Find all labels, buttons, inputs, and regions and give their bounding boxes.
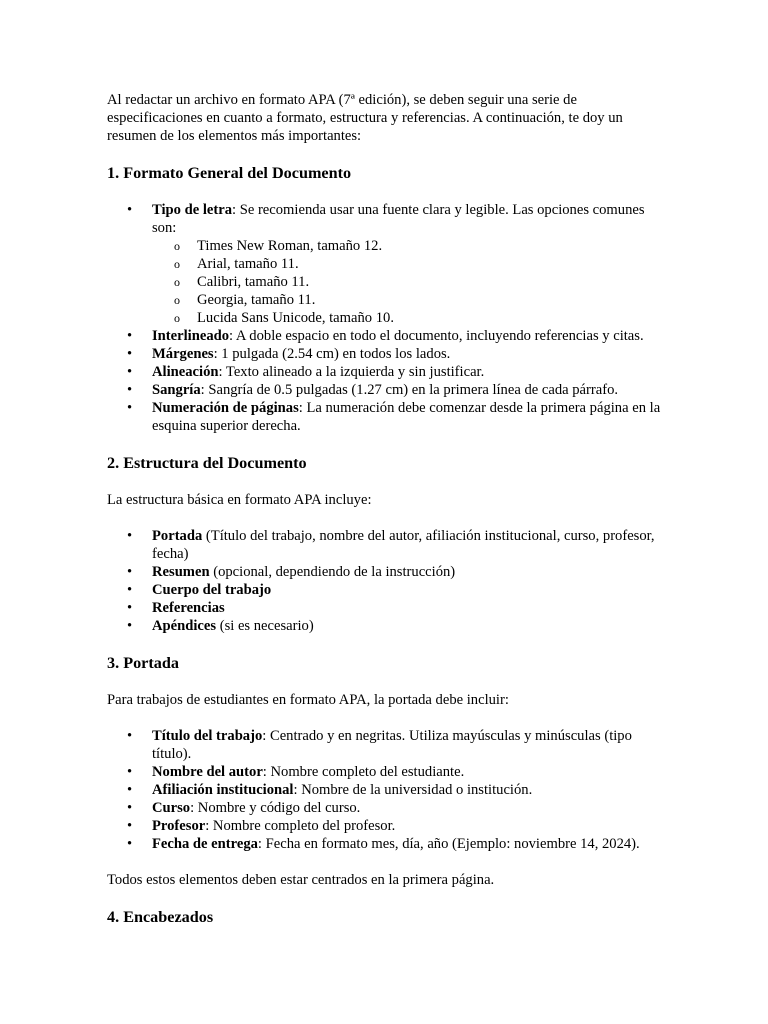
item-text: : Texto alineado a la izquierda y sin justificar. xyxy=(218,364,485,380)
item-text: : Nombre de la universidad o institución. xyxy=(293,782,533,798)
section-heading-estructura: 2. Estructura del Documento xyxy=(107,454,307,472)
item-label: Apéndices xyxy=(152,618,217,634)
list-item xyxy=(107,563,667,581)
list-item xyxy=(107,201,667,327)
list-item xyxy=(107,781,667,799)
list-item xyxy=(107,617,667,635)
item-text: : Sangría de 0.5 pulgadas (1.27 cm) en la primera línea de cada párrafo. xyxy=(200,382,619,398)
list-item xyxy=(107,363,667,381)
item-text: (si es necesario) xyxy=(216,618,314,634)
portada-lead: Para trabajos de estudiantes en formato APA, la portada debe incluir: xyxy=(107,692,509,708)
intro-paragraph: Al redactar un archivo en formato APA (7ª edición), se deben seguir una serie de especificaciones en cuanto a formato, estructura y referencias. A continuación, te doy un resumen de los elementos más importantes: xyxy=(107,92,623,144)
item-text: : Centrado y en negritas. Utiliza mayúsculas y minúsculas (tipo título). xyxy=(152,728,632,762)
item-label: Afiliación institucional xyxy=(152,782,294,798)
item-label: Portada xyxy=(152,528,203,544)
document-page xyxy=(107,91,667,945)
item-text: : Nombre y código del curso. xyxy=(190,800,361,816)
list-item xyxy=(107,327,667,345)
sub-list-item: o Arial, tamaño 11. xyxy=(152,255,667,273)
list-item xyxy=(107,527,667,563)
item-label: Márgenes xyxy=(152,346,214,362)
item-label: Numeración de páginas xyxy=(152,400,299,416)
list-item xyxy=(107,345,667,363)
item-label: Alineación xyxy=(152,364,219,380)
item-label: Cuerpo del trabajo xyxy=(152,582,272,598)
item-label: Interlineado xyxy=(152,328,230,344)
sub-list-item: o Lucida Sans Unicode, tamaño 10. xyxy=(152,309,667,327)
item-label: Profesor xyxy=(152,818,206,834)
item-label: Fecha de entrega xyxy=(152,836,258,852)
item-text: (Título del trabajo, nombre del autor, afiliación institucional, curso, profesor, fecha) xyxy=(152,528,655,562)
section-heading-encabezados: 4. Encabezados xyxy=(107,908,214,926)
list-item xyxy=(107,599,667,617)
sub-list-item: o Calibri, tamaño 11. xyxy=(152,273,667,291)
item-text: : 1 pulgada (2.54 cm) en todos los lados. xyxy=(213,346,451,362)
item-label: Resumen xyxy=(152,564,210,580)
item-label: Tipo de letra xyxy=(152,202,232,218)
estructura-list xyxy=(107,527,667,635)
item-text: : A doble espacio en todo el documento, incluyendo referencias y citas. xyxy=(229,328,644,344)
item-text: : Se recomienda usar una fuente clara y legible. Las opciones comunes son: xyxy=(152,202,645,236)
item-text: : Fecha en formato mes, día, año (Ejemplo: noviembre 14, 2024). xyxy=(257,836,640,852)
item-label: Nombre del autor xyxy=(152,764,263,780)
sub-list-item: o Georgia, tamaño 11. xyxy=(152,291,667,309)
list-item xyxy=(107,727,667,763)
list-item xyxy=(107,763,667,781)
portada-list xyxy=(107,727,667,853)
item-text: : Nombre completo del profesor. xyxy=(205,818,396,834)
sub-list-item: o Times New Roman, tamaño 12. xyxy=(152,237,667,255)
list-item xyxy=(107,799,667,817)
font-options-list xyxy=(152,237,667,327)
list-item xyxy=(107,381,667,399)
section-heading-portada: 3. Portada xyxy=(107,654,179,672)
estructura-lead: La estructura básica en formato APA incluye: xyxy=(107,492,372,508)
item-text: : La numeración debe comenzar desde la primera página en la esquina superior derecha. xyxy=(152,400,661,434)
item-label: Referencias xyxy=(152,600,225,616)
portada-closing: Todos estos elementos deben estar centrados en la primera página. xyxy=(107,872,495,888)
item-text: (opcional, dependiendo de la instrucción) xyxy=(209,564,456,580)
formato-list xyxy=(107,201,667,435)
list-item xyxy=(107,399,667,435)
item-label: Sangría xyxy=(152,382,201,398)
list-item xyxy=(107,817,667,835)
list-item xyxy=(107,581,667,599)
item-text: : Nombre completo del estudiante. xyxy=(262,764,465,780)
section-heading-formato: 1. Formato General del Documento xyxy=(107,164,352,182)
item-label: Curso xyxy=(152,800,191,816)
list-item xyxy=(107,835,667,853)
item-label: Título del trabajo xyxy=(152,728,263,744)
